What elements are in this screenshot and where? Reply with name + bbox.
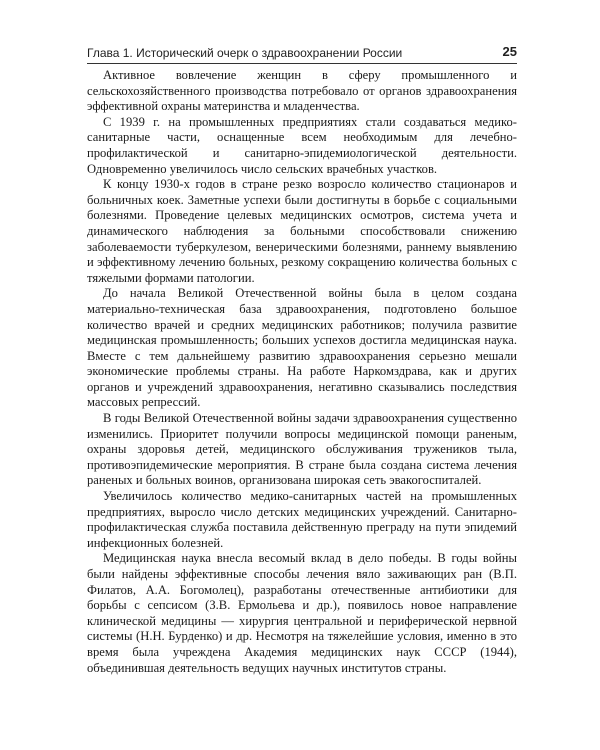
paragraph: До начала Великой Отечественной войны была в целом создана материально-техническая база здравоохранения, подготовлено большое количество врачей и средних медицинских работников; получила развитие медицинская промышленность; больших успехов достигла медицинская наука. Вместе с тем дальнейшему развитию здравоохранения серьезно мешали экономические проблемы страны. На работе Наркомздрава, как и других органов и учреждений здравоохранения, негативно сказывались последствия массовых репрессий. xyxy=(87,286,517,410)
header-rule xyxy=(87,63,517,64)
paragraph: В годы Великой Отечественной войны задачи здравоохранения существенно изменились. Приоритет получили вопросы медицинской помощи раненым, охраны здоровья детей, медицинского обслуживания тружеников тыла, противоэпидемические мероприятия. В стране была создана система лечения раненых и больных воинов, организована широкая сеть эвакогоспиталей. xyxy=(87,411,517,488)
paragraph: С 1939 г. на промышленных предприятиях стали создаваться медико-санитарные части, оснащенные всем необходимым для лечебно-профилактической и санитарно-эпидемиологической деятельности. Одновременно увеличилось число сельских врачебных участков. xyxy=(87,114,517,176)
page-number: 25 xyxy=(502,44,517,59)
chapter-title: Глава 1. Исторический очерк о здравоохранении России xyxy=(87,46,403,60)
paragraph: Увеличилось количество медико-санитарных частей на промышленных предприятиях, выросло число детских медицинских учреждений. Санитарно-профилактическая служба поставила действенную преграду на пути эпидемий инфекционных болезней. xyxy=(87,489,517,550)
paragraph: К концу 1930-х годов в стране резко возросло количество стационаров и больничных коек. Заметные успехи были достигнуты в борьбе с социальными болезнями. Проведение целевых медицинских осмотров, система учета и динамического наблюдения за больными способствовали снижению заболеваемости туберкулезом, венерическими болезнями, раннему выявлению и эффективному лечению больных, резкому сокращению количества больных с тяжелыми формами патологии. xyxy=(87,177,517,285)
body-text xyxy=(87,68,517,676)
paragraph: Активное вовлечение женщин в сферу промышленного и сельскохозяйственного производства потребовало от органов здравоохранения эффективной охраны материнства и младенчества. xyxy=(87,68,517,114)
paragraph: Медицинская наука внесла весомый вклад в дело победы. В годы войны были найдены эффективные способы лечения вяло заживающих ран (В.П. Филатов, А.А. Богомолец), разработаны отечественные антибиотики для борьбы с сепсисом (З.В. Ермольева и др.), появилось новое направление клинической медицины — хирургия центральной и периферической нервной системы (Н.Н. Бурденко) и др. Несмотря на тяжелейшие условия, именно в это время была учреждена Академия медицинских наук СССР (1944), объединившая деятельность ведущих научных институтов страны. xyxy=(87,551,517,675)
